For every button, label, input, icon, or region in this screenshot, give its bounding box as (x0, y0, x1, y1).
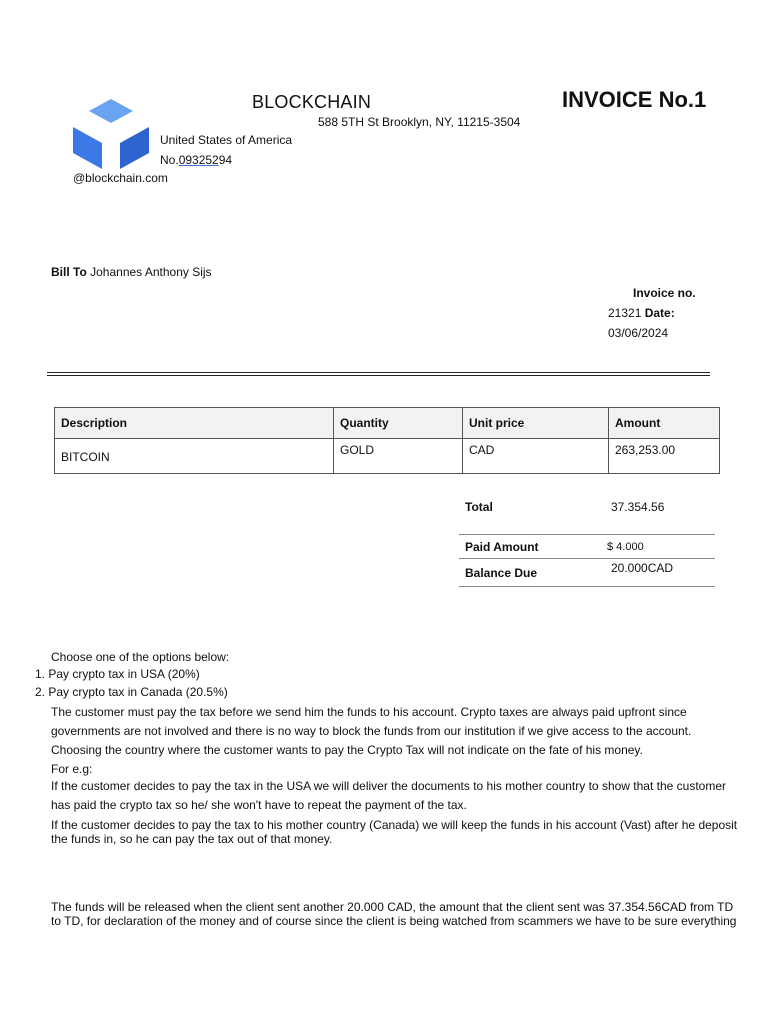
company-address: 588 5TH St Brooklyn, NY, 11215-3504 (318, 115, 521, 129)
notes-paragraph-line: Choosing the country where the customer wants to pay the Crypto Tax will not indicate on the fate of his money. (51, 743, 643, 757)
paid-amount-label: Paid Amount (465, 540, 539, 554)
notes-choose: Choose one of the options below: (51, 650, 230, 664)
summary-divider (459, 534, 715, 535)
notes-option-1: 1. Pay crypto tax in USA (20%) (35, 667, 200, 681)
balance-due-value: 20.000CAD (611, 561, 674, 575)
company-email: @blockchain.com (73, 171, 168, 185)
notes-paragraph-line: governments are not involved and there is no way to block the funds from our institution if we give access to the account. (51, 724, 692, 738)
table-header-row (55, 408, 720, 439)
divider (47, 372, 710, 373)
invoice-no-line (608, 306, 675, 320)
notes-paragraph-line: The customer must pay the tax before we send him the funds to his account. Crypto taxes are always paid upfront since (51, 705, 687, 719)
invoice-no-label: Invoice no. (633, 286, 696, 300)
cell-quantity: GOLD (334, 439, 463, 474)
company-number (160, 153, 232, 167)
invoice-no-value: 21321 (608, 306, 642, 320)
company-number-prefix: No. (160, 153, 179, 167)
date-label: Date: (644, 306, 675, 320)
total-label: Total (465, 500, 493, 514)
notes-paragraph-line: The funds will be released when the client sent another 20.000 CAD, the amount that the client sent was 37.354.56CAD from TD (51, 900, 734, 914)
company-name: BLOCKCHAIN (252, 92, 372, 112)
column-header-amount: Amount (609, 408, 720, 439)
cell-unit-price: CAD (463, 439, 609, 474)
cell-description: BITCOIN (55, 439, 334, 474)
column-header-description: Description (55, 408, 334, 439)
blockchain-logo-icon (72, 97, 150, 169)
notes-option-2: 2. Pay crypto tax in Canada (20.5%) (35, 685, 228, 699)
column-header-unit-price: Unit price (463, 408, 609, 439)
bill-to (51, 265, 212, 279)
items-table (54, 407, 720, 474)
notes-paragraph-line: to TD, for declaration of the money and of course since the client is being watched from scammers we have to be sure everything (51, 914, 737, 928)
total-value: 37.354.56 (611, 500, 665, 514)
table-row (55, 439, 720, 474)
bill-to-name: Johannes Anthony Sijs (90, 265, 212, 279)
invoice-date: 03/06/2024 (608, 326, 669, 340)
summary-divider (459, 586, 715, 587)
company-number-suffix: 94 (218, 153, 233, 167)
notes-paragraph-line: If the customer decides to pay the tax to his mother country (Canada) we will keep the funds in his account (Vast) after he deposit (51, 818, 738, 832)
notes-paragraph-line: has paid the crypto tax so he/ she won't have to repeat the payment of the tax. (51, 798, 467, 812)
summary-divider (459, 558, 715, 559)
notes-paragraph-line: For e.g: (51, 762, 93, 776)
company-number-underlined: 093252 (178, 153, 219, 167)
company-country: United States of America (160, 133, 293, 147)
notes-paragraph-line: If the customer decides to pay the tax in the USA we will deliver the documents to his mother country to show that the customer (51, 779, 726, 793)
notes-paragraph-line: the funds in, so he can pay the tax out of that money. (51, 832, 333, 846)
invoice-title: INVOICE No.1 (562, 87, 707, 112)
paid-amount-value: $ 4.000 (607, 541, 644, 553)
bill-to-label: Bill To (51, 265, 87, 279)
balance-due-label: Balance Due (465, 566, 538, 580)
divider (47, 375, 710, 376)
cell-amount: 263,253.00 (609, 439, 720, 474)
column-header-quantity: Quantity (334, 408, 463, 439)
